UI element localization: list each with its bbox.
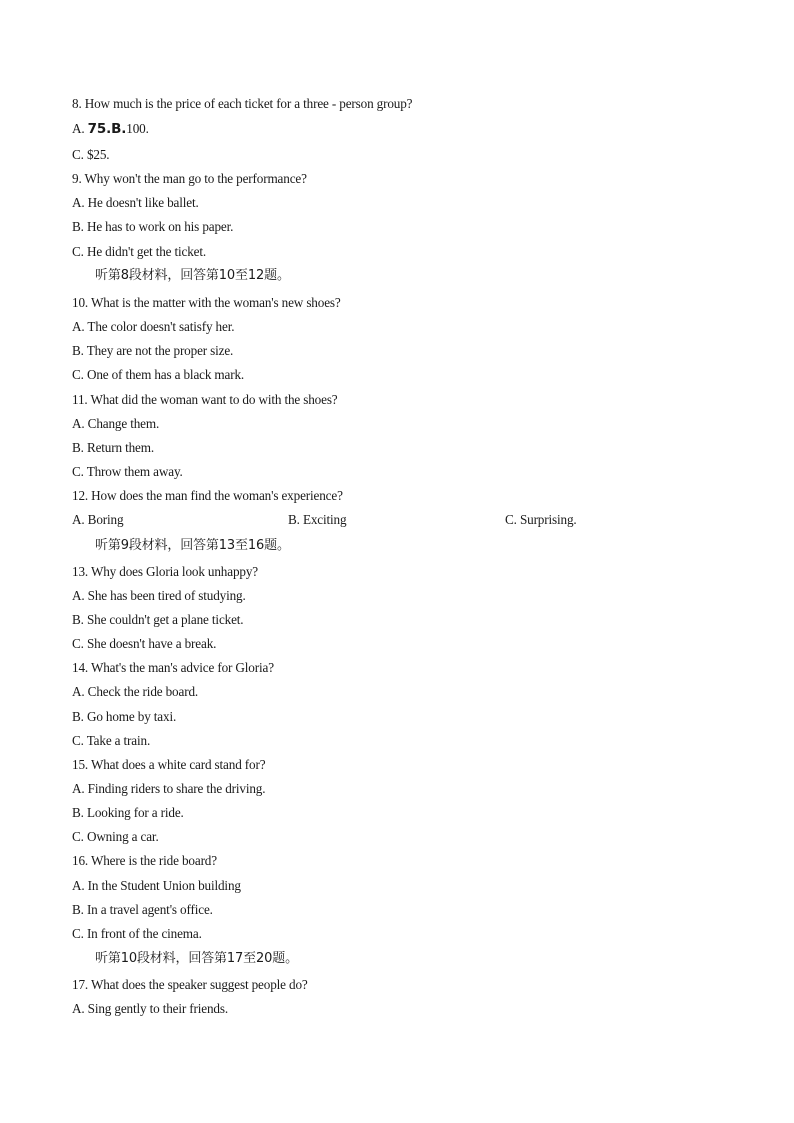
question-10: 10. What is the matter with the woman's new shoes?	[72, 295, 341, 310]
question-13-option-a: A. She has been tired of studying.	[72, 588, 246, 603]
question-12: 12. How does the man find the woman's experience?	[72, 488, 343, 503]
question-10-option-b: B. They are not the proper size.	[72, 343, 234, 358]
section-10-heading: 听第10段材料，回答第17至20题。	[95, 951, 298, 966]
question-16-option-c: C. In front of the cinema.	[72, 926, 202, 941]
question-8: 8. How much is the price of each ticket for a three - person group?	[72, 96, 413, 111]
question-17: 17. What does the speaker suggest people do?	[72, 977, 308, 992]
question-16-option-a: A. In the Student Union building	[72, 878, 241, 893]
question-10-option-a: A. The color doesn't satisfy her.	[72, 319, 235, 334]
question-12-option-c: C. Surprising.	[505, 512, 577, 527]
question-15-option-a: A. Finding riders to share the driving.	[72, 781, 266, 796]
question-14-option-b: B. Go home by taxi.	[72, 709, 177, 724]
question-12-options	[72, 512, 632, 528]
question-11: 11. What did the woman want to do with the shoes?	[72, 392, 338, 407]
section-9-heading: 听第9段材料，回答第13至16题。	[95, 538, 290, 553]
question-12-option-a: A. Boring	[72, 512, 124, 527]
question-14: 14. What's the man's advice for Gloria?	[72, 660, 274, 675]
option-a-value: 75.B.	[87, 121, 127, 137]
question-13-option-c: C. She doesn't have a break.	[72, 636, 217, 651]
question-10-option-c: C. One of them has a black mark.	[72, 367, 245, 382]
question-8-options-ab	[72, 121, 149, 137]
question-15-option-b: B. Looking for a ride.	[72, 805, 184, 820]
question-15: 15. What does a white card stand for?	[72, 757, 266, 772]
question-16-option-b: B. In a travel agent's office.	[72, 902, 213, 917]
question-9-option-a: A. He doesn't like ballet.	[72, 195, 199, 210]
question-9: 9. Why won't the man go to the performance?	[72, 171, 307, 186]
question-11-option-c: C. Throw them away.	[72, 464, 183, 479]
question-16: 16. Where is the ride board?	[72, 853, 217, 868]
question-15-option-c: C. Owning a car.	[72, 829, 159, 844]
option-a-label: A.	[72, 121, 88, 136]
question-12-option-b: B. Exciting	[288, 512, 347, 527]
question-11-option-b: B. Return them.	[72, 440, 154, 455]
question-17-option-a: A. Sing gently to their friends.	[72, 1001, 228, 1016]
question-8-option-c: C. $25.	[72, 147, 110, 162]
question-14-option-c: C. Take a train.	[72, 733, 151, 748]
option-b-value: 100.	[126, 121, 149, 136]
question-11-option-a: A. Change them.	[72, 416, 160, 431]
section-8-heading: 听第8段材料，回答第10至12题。	[95, 268, 290, 283]
question-13-option-b: B. She couldn't get a plane ticket.	[72, 612, 244, 627]
question-9-option-c: C. He didn't get the ticket.	[72, 244, 207, 259]
question-14-option-a: A. Check the ride board.	[72, 684, 199, 699]
question-13: 13. Why does Gloria look unhappy?	[72, 564, 258, 579]
question-9-option-b: B. He has to work on his paper.	[72, 219, 234, 234]
